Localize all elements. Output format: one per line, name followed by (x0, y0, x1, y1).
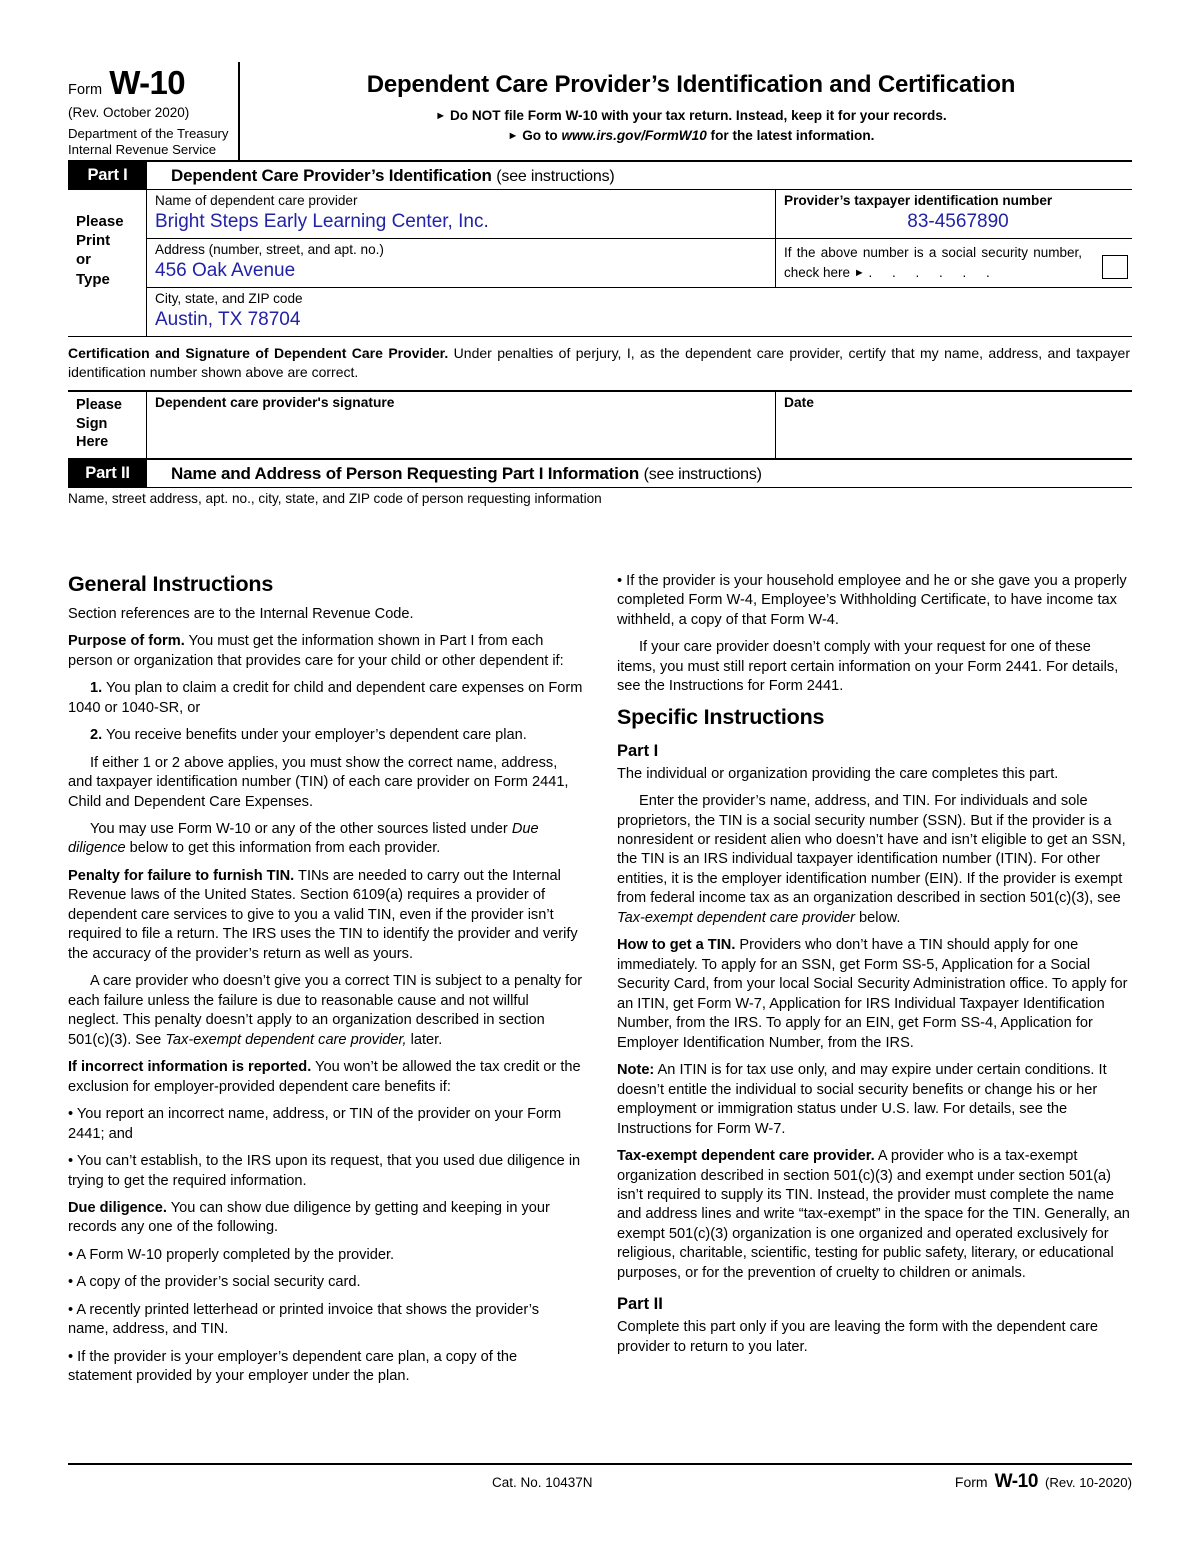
provider-address-value[interactable]: 456 Oak Avenue (155, 260, 296, 282)
form-header-right (240, 62, 1132, 160)
part-1-body (68, 190, 1132, 337)
catalog-number: Cat. No. 10437N (492, 1475, 593, 1490)
department-line-1: Department of the Treasury (68, 126, 229, 141)
specific-part-1-heading: Part I (617, 741, 659, 760)
part-2-heading-note: (see instructions) (643, 465, 762, 483)
notice-goto-suffix: for the latest information. (706, 128, 875, 143)
part-1-heading-text: Dependent Care Provider’s Identification (171, 166, 492, 185)
provider-tin-cell[interactable] (776, 190, 1132, 238)
itin-note-lead: Note: (617, 1062, 655, 1079)
provider-city-cell[interactable] (147, 288, 1132, 336)
provider-name-cell[interactable] (147, 190, 776, 238)
section-references-text: Section references are to the Internal Revenue Code. (68, 605, 414, 622)
certification-lead: Certification and Signature of Dependent Care Provider. (68, 345, 449, 361)
purpose-of-form-lead: Purpose of form. (68, 633, 185, 650)
tax-exempt-italic-ref: Tax-exempt dependent care provider (617, 909, 855, 926)
list-item: • You report an incorrect name, address, or TIN of the provider on your Form 2441; and (68, 1106, 562, 1142)
instructions-left-column (68, 572, 583, 1395)
part-1-heading-note: (see instructions) (496, 168, 615, 185)
specific-part-1-paragraph-1: The individual or organization providing the care completes this part. (617, 765, 1059, 782)
signature-block (68, 390, 1132, 458)
please-print-or-type-label: Please Print or Type (68, 190, 147, 336)
penalty-2-prefix: A care provider who doesn’t give you a correct TIN is subject to a penalty for each failure unless the failure is due to reasonable cause and not willful neglect. This penalty doesn’t apply to an organization described in section 501(c)(3). See (68, 973, 583, 1048)
right-triangle-icon: ► (507, 130, 519, 142)
page-title: Dependent Care Provider’s Identification and Certification (366, 71, 1016, 98)
part-1-field-grid (147, 190, 1132, 336)
list-item: • You can’t establish, to the IRS upon its request, that you used due diligence in trying to get the required information. (68, 1153, 581, 1189)
footer-form-identifier (955, 1471, 1132, 1493)
penalty-2-suffix: later. (406, 1031, 443, 1048)
provider-address-label: Address (number, street, and apt. no.) (155, 242, 384, 257)
notice-goto-prefix: Go to (522, 128, 562, 143)
itin-note-paragraph (617, 1061, 1132, 1139)
you-may-use-paragraph (68, 820, 583, 859)
penalty-paragraph-2 (68, 972, 583, 1050)
incorrect-info-lead: If incorrect information is reported. (68, 1059, 312, 1076)
purpose-of-form-body: You must get the information shown in Part I from each person or organization that provides care for your child or other dependent if: (68, 633, 564, 669)
provider-name-label: Name of dependent care provider (155, 193, 358, 208)
provider-tin-label: Provider’s taxpayer identification number (784, 193, 1053, 208)
part-2-heading (147, 460, 1132, 487)
tax-exempt-provider-paragraph (617, 1147, 1132, 1283)
due-diligence-body: You can show due diligence by getting and keeping in your records any one of the following. (68, 1199, 550, 1236)
specific-part-2-paragraph: Complete this part only if you are leaving the form with the dependent care provider to return to you later. (617, 1319, 1099, 1355)
purpose-item-1-number: 1. (90, 680, 103, 697)
provider-name-value[interactable]: Bright Steps Early Learning Center, Inc. (155, 211, 489, 233)
tax-exempt-italic-ref: Tax-exempt dependent care provider, (165, 1031, 407, 1048)
specific-part-1-p2-prefix: Enter the provider’s name, address, and TIN. For individuals and sole proprietors, the TIN is a social security number (SSN). But if the provider is a nonresident or resident alien who doesn’t have and isn’t eligible to get an SSN, the TIN is an IRS individual taxpayer identification number (ITIN). For other entities, it is the employer identification number (EIN). If the provider is exempt from federal income tax as an organization described in section 501(c)(3), see (617, 793, 1126, 907)
purpose-of-form-paragraph (68, 632, 583, 671)
part-2-requester-label: Name, street address, apt. no., city, state, and ZIP code of person requesting information (68, 490, 602, 506)
form-header-left (68, 62, 240, 160)
no-comply-paragraph: If your care provider doesn’t comply with your request for one of these items, you must still report certain information on your Form 2441. For details, see the Instructions for Form 2441. (617, 639, 1119, 695)
ssn-checkbox-cell[interactable] (776, 239, 1132, 287)
general-instructions-heading: General Instructions (68, 571, 274, 596)
part-1-banner (68, 162, 1132, 190)
certification-body: Under penalties of perjury, I, as the dependent care provider, certify that my name, address, and taxpayer identification number shown above are correct. (68, 345, 1130, 380)
provider-address-row (147, 239, 1132, 288)
penalty-body: TINs are needed to carry out the Internal Revenue laws of the United States. Section 6109(a) requires a provider of dependent care services to give to you a valid TIN, even if the provider isn’t required to file a return. The IRS uses the TIN to identify the provider and verify the accuracy of the provider’s return as well as yours. (68, 867, 578, 962)
purpose-item-2-text: You receive benefits under your employer’s dependent care plan. (102, 727, 527, 744)
revision-date: (Rev. October 2020) (68, 105, 190, 120)
provider-city-label: City, state, and ZIP code (155, 291, 303, 306)
notice-go-to-url (250, 128, 1132, 143)
signature-field[interactable] (147, 392, 776, 458)
due-diligence-italic-ref: Due diligence (68, 821, 539, 857)
notice-do-not-file-text: Do NOT file Form W-10 with your tax return. Instead, keep it for your records. (449, 108, 947, 123)
list-item: • If the provider is your household employee and he or she gave you a properly completed Form W-4, Employee’s Withholding Certificate, to have income tax withheld, a copy of that Form W-4. (617, 572, 1127, 628)
ssn-checkbox-text: If the above number is a social security number, check here (784, 245, 1082, 280)
penalty-paragraph (68, 867, 583, 964)
ssn-checkbox[interactable] (1102, 255, 1128, 279)
how-to-get-tin-paragraph (617, 936, 1132, 1053)
form-word-label: Form (68, 82, 103, 98)
tax-exempt-provider-lead: Tax-exempt dependent care provider. (617, 1148, 875, 1165)
form-number-label: W-10 (109, 64, 186, 101)
due-diligence-lead: Due diligence. (68, 1199, 167, 1216)
part-1-heading (147, 162, 1132, 189)
instructions-right-column (617, 572, 1132, 1395)
signature-label: Dependent care provider's signature (155, 394, 395, 410)
provider-city-row (147, 288, 1132, 336)
footer-form-number: W-10 (994, 1471, 1038, 1492)
list-item: • A copy of the provider’s social security card. (68, 1274, 361, 1291)
footer-revision: (Rev. 10-2020) (1045, 1475, 1132, 1490)
ssn-checkbox-instruction (784, 243, 1126, 282)
incorrect-info-body: You won’t be allowed the tax credit or the exclusion for employer-provided dependent care benefits if: (68, 1059, 581, 1095)
date-label: Date (784, 394, 814, 410)
form-header (68, 62, 1132, 162)
specific-part-1-p2-suffix: below. (854, 909, 901, 926)
purpose-item-1 (68, 679, 583, 718)
provider-tin-value[interactable]: 83-4567890 (907, 211, 1009, 233)
provider-address-cell[interactable] (147, 239, 776, 287)
specific-part-1-paragraph-2 (617, 792, 1132, 928)
specific-instructions-heading: Specific Instructions (617, 704, 825, 729)
part-1-tag: Part I (68, 162, 147, 189)
please-sign-here-label: Please Sign Here (68, 392, 147, 458)
list-item: • A recently printed letterhead or printed invoice that shows the provider’s name, address, and TIN. (68, 1301, 540, 1338)
form-footer (68, 1463, 1132, 1493)
purpose-item-2 (68, 726, 583, 745)
either-1-or-2-paragraph: If either 1 or 2 above applies, you must show the correct name, address, and taxpayer identification number (TIN) of each care provider on Form 2441, Child and Dependent Care Expenses. (68, 754, 569, 810)
how-to-get-tin-lead: How to get a TIN. (617, 937, 736, 954)
certification-paragraph (68, 337, 1132, 390)
list-item: • A Form W-10 properly completed by the provider. (68, 1246, 395, 1263)
part-2-heading-text: Name and Address of Person Requesting Part I Information (171, 463, 640, 483)
leader-dots: . . . . . . (868, 264, 998, 280)
incorrect-info-paragraph (68, 1058, 583, 1097)
instructions-area (68, 572, 1132, 1395)
form-sheet (68, 62, 1132, 1395)
department-line-2: Internal Revenue Service (68, 141, 217, 157)
provider-name-row (147, 190, 1132, 239)
you-may-use-prefix: You may use Form W-10 or any of the other sources listed under (90, 821, 512, 837)
footer-form-word: Form (954, 1474, 988, 1490)
provider-city-value[interactable]: Austin, TX 78704 (155, 309, 301, 331)
list-item: • If the provider is your employer’s dependent care plan, a copy of the statement provided by your employer under the plan. (68, 1348, 518, 1385)
specific-part-2-heading: Part II (617, 1295, 663, 1314)
itin-note-body: An ITIN is for tax use only, and may expire under certain conditions. It doesn’t entitle the individual to social security benefits or change his or her employment or immigration status under U.S. law. For details, see the Instructions for Form W-7. (617, 1062, 1107, 1137)
purpose-item-2-number: 2. (90, 727, 103, 744)
form-identifier (68, 66, 230, 99)
department-block (68, 126, 230, 157)
right-triangle-icon: ► (435, 110, 447, 122)
how-to-get-tin-body: Providers who don’t have a TIN should apply for one immediately. To apply for an SSN, get Form SS-5, Application for a Social Security Card, from your local Social Security Administration office. To apply for an ITIN, get Form W-7, Application for IRS Individual Taxpayer Identification Number, from the IRS. To apply for an EIN, get Form SS-4, Application for Employer Identification Number, from the IRS. (617, 937, 1128, 1051)
due-diligence-paragraph (68, 1199, 583, 1238)
part-2-banner (68, 458, 1132, 488)
part-2-tag: Part II (68, 460, 147, 487)
notice-do-not-file (250, 108, 1132, 123)
you-may-use-suffix: below to get this information from each provider. (125, 840, 441, 857)
tax-exempt-provider-body: A provider who is a tax-exempt organization described in section 501(c)(3) and exempt under section 501(a) isn’t required to supply its TIN. Instead, the provider must complete the name and address lines and write “tax-exempt” in the space for the TIN. Generally, an exempt 501(c)(3) organization is one organized and operated exclusively for religious, charitable, scientific, testing for public safety, literary, or educational purposes, or for the prevention of cruelty to children or animals. (617, 1148, 1130, 1281)
penalty-lead: Penalty for failure to furnish TIN. (68, 867, 295, 884)
irs-url-link[interactable]: www.irs.gov/FormW10 (561, 128, 707, 143)
signature-date-field[interactable] (776, 392, 1132, 458)
purpose-item-1-text: You plan to claim a credit for child and dependent care expenses on Form 1040 or 1040-SR, or (68, 680, 583, 716)
right-triangle-icon: ► (853, 266, 865, 279)
